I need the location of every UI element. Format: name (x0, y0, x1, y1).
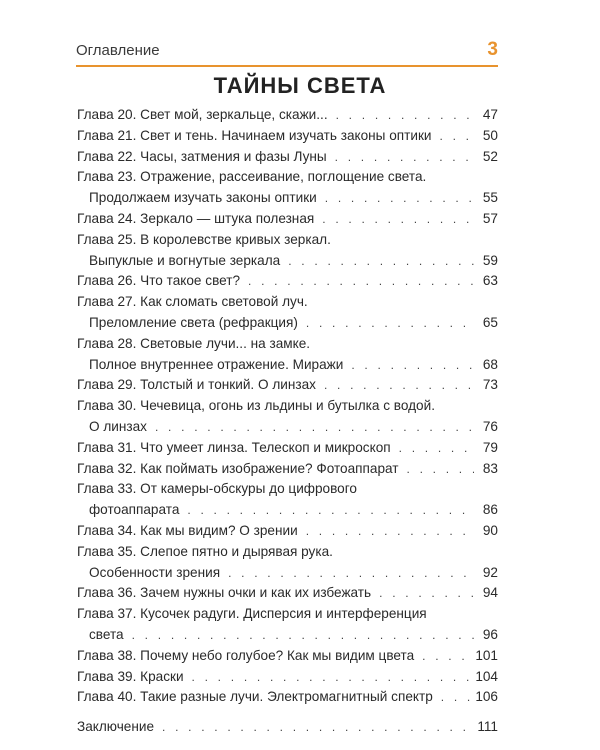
toc-page-number: 73 (482, 377, 498, 393)
toc-line (77, 438, 498, 459)
dot-leader (288, 251, 474, 272)
dot-leader (322, 209, 474, 230)
toc-entry-text: Глава 25. В королевстве кривых зеркал. (77, 231, 331, 247)
toc-entry (77, 209, 498, 230)
toc-entry (77, 292, 498, 334)
toc-line (77, 667, 498, 688)
dot-leader (399, 438, 474, 459)
toc-entry-text: Глава 23. Отражение, рассеивание, поглощение света. (77, 169, 427, 185)
dot-leader (187, 500, 474, 521)
dot-leader (336, 105, 474, 126)
toc-entry-text: Глава 27. Как сломать световой луч. (77, 294, 308, 310)
toc-entry-text: Глава 22. Часы, затмения и фазы Луны (77, 148, 327, 164)
dot-leader (422, 646, 471, 667)
toc-entry-text: Продолжаем изучать законы оптики (89, 190, 317, 206)
toc-page-number: 83 (482, 460, 498, 476)
toc-line (77, 105, 498, 126)
toc-line-first (77, 292, 498, 313)
toc-line (77, 126, 498, 147)
toc-line (77, 563, 498, 584)
toc-page-number: 50 (482, 127, 498, 143)
toc-line (77, 147, 498, 168)
toc-line (77, 500, 498, 521)
header-title: Оглавление (76, 42, 160, 59)
toc-page-number: 68 (482, 356, 498, 372)
toc-entry (77, 521, 498, 542)
toc-entry-text: Глава 21. Свет и тень. Начинаем изучать законы оптики (77, 127, 432, 143)
toc-entry-text: Глава 34. Как мы видим? О зрении (77, 522, 298, 538)
dot-leader (379, 583, 474, 604)
header-divider (76, 65, 498, 67)
toc-line (77, 459, 498, 480)
dot-leader (351, 355, 474, 376)
toc-entry-text: Глава 39. Краски (77, 668, 184, 684)
toc-entry-text: Глава 28. Световые лучи... на замке. (77, 335, 311, 351)
toc-entry (77, 687, 498, 708)
toc-line (77, 271, 498, 292)
toc-entry-text: Глава 32. Как поймать изображение? Фотоаппарат (77, 460, 399, 476)
toc-line-first (77, 230, 498, 251)
toc-entry (77, 604, 498, 646)
dot-leader (248, 271, 474, 292)
toc-entry (77, 583, 498, 604)
toc-conclusion (77, 717, 498, 738)
toc-line (77, 375, 498, 396)
dot-leader (441, 687, 472, 708)
toc-page-number: 47 (482, 107, 498, 122)
toc-page-number: 79 (482, 439, 498, 455)
toc-entry-text: Глава 31. Что умеет линза. Телескоп и микроскоп (77, 439, 391, 455)
toc-entry-text: Глава 20. Свет мой, зеркальце, скажи... (77, 107, 328, 122)
toc-line (77, 251, 498, 272)
toc-entry (77, 667, 498, 688)
toc-entry (77, 375, 498, 396)
toc-entry (77, 230, 498, 272)
toc-entry (77, 438, 498, 459)
toc-page-number: 76 (482, 418, 498, 434)
toc-entry-text: Глава 29. Толстый и тонкий. О линзах (77, 377, 316, 393)
toc-entry-text: О линзах (89, 418, 147, 434)
dot-leader (228, 563, 474, 584)
toc-entry-text: Глава 40. Такие разные лучи. Электромагнитный спектр (77, 689, 433, 705)
toc-line (77, 521, 498, 542)
table-of-contents (77, 105, 498, 738)
dot-leader (325, 188, 474, 209)
page-header (76, 39, 498, 64)
toc-page-number: 111 (477, 719, 498, 735)
dot-leader (306, 313, 474, 334)
toc-entry-text: Глава 30. Чечевица, огонь из льдины и бутылка с водой. (77, 398, 435, 414)
toc-entry (77, 271, 498, 292)
dot-leader (132, 625, 474, 646)
dot-leader (192, 667, 472, 688)
toc-entry (77, 126, 498, 147)
toc-page-number: 90 (482, 522, 498, 538)
toc-entry-text: Выпуклые и вогнутые зеркала (89, 252, 281, 268)
toc-entry-text: Глава 37. Кусочек радуги. Дисперсия и интерференция (77, 606, 427, 622)
toc-line (77, 209, 498, 230)
dot-leader (407, 459, 475, 480)
toc-line-first (77, 604, 498, 625)
toc-page-number: 101 (475, 647, 498, 663)
toc-page-number: 65 (482, 314, 498, 330)
toc-line (77, 355, 498, 376)
toc-entry (77, 479, 498, 521)
toc-line (77, 188, 498, 209)
dot-leader (162, 717, 473, 738)
toc-line-first (77, 167, 498, 188)
toc-entry-text: Преломление света (рефракция) (89, 314, 298, 330)
toc-line (77, 687, 498, 708)
toc-entry-text: Полное внутреннее отражение. Миражи (89, 356, 344, 372)
toc-page-number: 106 (475, 689, 498, 705)
toc-page-number: 57 (482, 210, 498, 226)
toc-entry-text: света (89, 626, 124, 642)
toc-line (77, 625, 498, 646)
toc-page-number: 52 (482, 148, 498, 164)
toc-entry-text: Глава 33. От камеры-обскуры до цифрового (77, 481, 357, 497)
toc-line-first (77, 479, 498, 500)
toc-entry-text: Заключение (77, 719, 155, 735)
toc-entry (77, 167, 498, 209)
toc-entry (77, 105, 498, 126)
toc-line (77, 417, 498, 438)
toc-entry (77, 542, 498, 584)
toc-entry-text: Глава 38. Почему небо голубое? Как мы видим цвета (77, 647, 415, 663)
section-title: ТАЙНЫ СВЕТА (213, 73, 387, 98)
dot-leader (155, 417, 474, 438)
toc-line-first (77, 334, 498, 355)
toc-entry (77, 646, 498, 667)
dot-leader (440, 126, 474, 147)
dot-leader (335, 147, 474, 168)
page-number: 3 (487, 39, 498, 60)
toc-entry-text: Глава 26. Что такое свет? (77, 273, 241, 289)
toc-page-number: 59 (482, 252, 498, 268)
dot-leader (306, 521, 474, 542)
toc-line-first (77, 396, 498, 417)
toc-entry-text: Глава 36. Зачем нужны очки и как их избежать (77, 585, 372, 601)
toc-entry (77, 459, 498, 480)
spacer (77, 708, 498, 717)
toc-line-first (77, 542, 498, 563)
toc-entry-text: Глава 35. Слепое пятно и дырявая рука. (77, 543, 333, 559)
toc-entry (77, 334, 498, 376)
toc-page-number: 96 (482, 626, 498, 642)
toc-page-number: 63 (482, 273, 498, 289)
toc-page-number: 86 (482, 502, 498, 518)
toc-page-number: 92 (482, 564, 498, 580)
toc-entry-text: Особенности зрения (89, 564, 221, 580)
toc-page-number: 94 (482, 585, 498, 601)
toc-entry (77, 147, 498, 168)
toc-line (77, 583, 498, 604)
toc-line (77, 646, 498, 667)
toc-entry (77, 396, 498, 438)
toc-entry-text: фотоаппарата (89, 502, 180, 518)
toc-line (77, 313, 498, 334)
toc-page-number: 55 (482, 190, 498, 206)
toc-page-number: 104 (475, 668, 498, 684)
dot-leader (324, 375, 474, 396)
toc-entry-text: Глава 24. Зеркало — штука полезная (77, 210, 315, 226)
